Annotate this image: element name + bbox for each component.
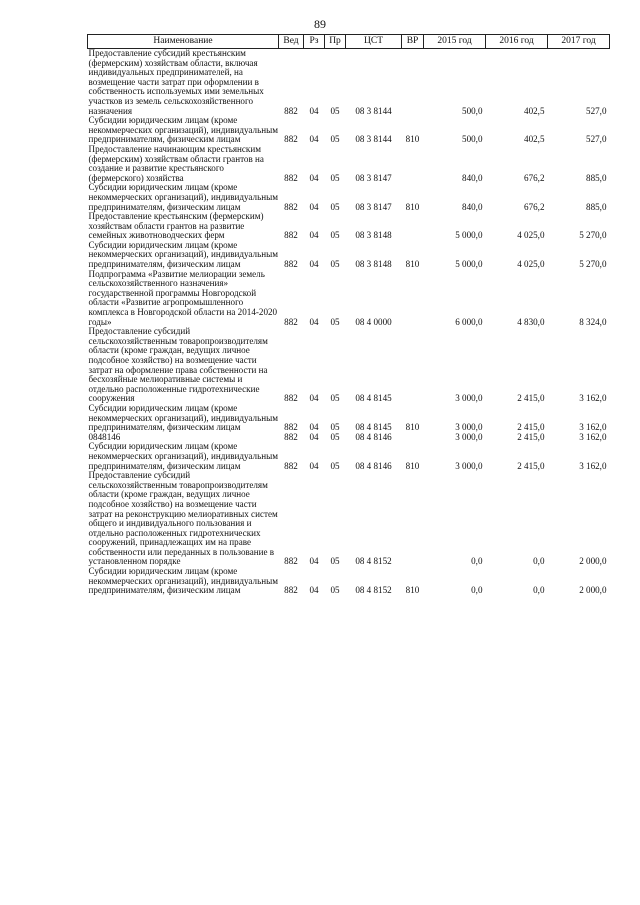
cell-2015: 3 000,0 [455, 422, 483, 433]
cell-ved: 882 [284, 393, 298, 404]
cell-cst: 08 4 8146 [355, 460, 392, 471]
cell-cst: 08 4 0000 [355, 316, 392, 327]
cell-cst: 08 3 8144 [355, 134, 392, 145]
cell-2015: 5 000,0 [455, 259, 483, 270]
cell-pr: 05 [330, 556, 340, 567]
cell-2015: 3 000,0 [455, 393, 483, 404]
cell-ved: 882 [284, 431, 298, 442]
cell-pr: 05 [330, 259, 340, 270]
cell-cst: 08 4 8152 [355, 556, 392, 567]
cell-cst: 08 4 8152 [355, 585, 392, 596]
cell-name: Предоставление крестьянским (фермерским) хозяйствам области грантов на развитие семейных животноводческих ферм [88, 211, 264, 241]
cell-rz: 04 [309, 556, 319, 567]
cell-2017: 3 162,0 [579, 460, 607, 471]
cell-2016: 2 415,0 [517, 393, 545, 404]
cell-vr: 810 [405, 201, 420, 212]
cell-name: Субсидии юридическим лицам (кроме некоммерческих организаций), индивидуальным предпринимателям, физическим лицам [88, 182, 278, 212]
table-row [88, 145, 610, 183]
cell-pr: 05 [330, 316, 340, 327]
cell-vr: 810 [405, 259, 420, 270]
cell-2015: 3 000,0 [455, 460, 483, 471]
cell-cst: 08 4 8146 [355, 431, 392, 442]
cell-cst: 08 4 8145 [355, 393, 392, 404]
cell-pr: 05 [330, 460, 340, 471]
cell-pr: 05 [330, 172, 340, 183]
cell-rz: 04 [309, 585, 319, 596]
cell-2016: 2 415,0 [517, 460, 545, 471]
cell-name: Предоставление начинающим крестьянским (фермерским) хозяйствам области грантов на создание и развитие крестьянского (фермерского) хозяйства [88, 143, 264, 183]
page-number: 89 [314, 17, 326, 31]
table-row [88, 567, 610, 596]
table-row [88, 241, 610, 270]
cell-2017: 3 162,0 [579, 431, 607, 442]
cell-vr: 810 [405, 585, 420, 596]
cell-ved: 882 [284, 585, 298, 596]
header-2015: 2015 год [424, 35, 486, 49]
cell-pr: 05 [330, 422, 340, 433]
cell-rz: 04 [309, 259, 319, 270]
cell-name: Субсидии юридическим лицам (кроме некоммерческих организаций), индивидуальным предпринимателям, физическим лицам [88, 441, 278, 471]
cell-name: Предоставление субсидий сельскохозяйственным товаропроизводителям области (кроме граждан, ведущих личное подсобное хозяйство) на возмещение части затрат на оформление права собственности на бесхозяйные мелиоративные системы и отдельно расположенные гидротехнические сооружения [88, 326, 268, 404]
cell-rz: 04 [309, 230, 319, 241]
cell-cst: 08 3 8144 [355, 105, 392, 116]
cell-name: Подпрограмма «Развитие мелиорации земель сельскохозяйственного назначения» государственной программы Новгородской области «Развитие агропромышленного комплекса в Новгородской области на 2014-2020 годы» [88, 268, 278, 327]
cell-ved: 882 [284, 259, 298, 270]
cell-vr [402, 327, 424, 404]
cell-rz: 04 [309, 431, 319, 442]
cell-2016: 402,5 [524, 134, 545, 145]
cell-rz: 04 [309, 134, 319, 145]
cell-pr: 05 [330, 431, 340, 442]
header-cst: ЦСТ [346, 35, 402, 49]
header-pr: Пр [325, 35, 346, 49]
cell-2017: 2 000,0 [579, 556, 607, 567]
cell-cst: 08 3 8148 [355, 259, 392, 270]
cell-rz: 04 [309, 422, 319, 433]
cell-rz: 04 [309, 105, 319, 116]
cell-vr [402, 471, 424, 567]
cell-pr: 05 [330, 134, 340, 145]
cell-ved: 882 [284, 134, 298, 145]
cell-2016: 4 025,0 [517, 230, 545, 241]
cell-2017: 3 162,0 [579, 422, 607, 433]
table-row [88, 49, 610, 117]
header-vr: ВР [402, 35, 424, 49]
cell-rz: 04 [309, 460, 319, 471]
table-row [88, 270, 610, 328]
table-row [88, 212, 610, 241]
cell-2017: 8 324,0 [579, 316, 607, 327]
cell-2016: 0,0 [533, 585, 545, 596]
cell-2017: 527,0 [586, 134, 607, 145]
cell-2016: 676,2 [524, 172, 545, 183]
cell-rz: 04 [309, 201, 319, 212]
table-header-row [88, 35, 610, 49]
cell-2015: 6 000,0 [455, 316, 483, 327]
cell-cst: 08 3 8147 [355, 201, 392, 212]
cell-name: Субсидии юридическим лицам (кроме некоммерческих организаций), индивидуальным предпринимателям, физическим лицам [88, 239, 278, 270]
header-ved: Вед [279, 35, 304, 49]
cell-name: Предоставление субсидий крестьянским (фермерским) хозяйствам области, включая индивидуальных предпринимателей, на возмещение части затрат при оформлении в собственность используемых ими земельных участков из земель сельскохозяйственного назначения [88, 48, 264, 116]
cell-pr: 05 [330, 230, 340, 241]
cell-2016: 676,2 [524, 201, 545, 212]
table-row [88, 442, 610, 471]
cell-2017: 2 000,0 [579, 585, 607, 596]
cell-name: Субсидии юридическим лицам (кроме некоммерческих организаций), индивидуальным предпринимателям, физическим лицам [88, 115, 278, 145]
cell-2017: 885,0 [586, 201, 607, 212]
table-row [88, 471, 610, 567]
cell-2015: 500,0 [462, 134, 483, 145]
cell-vr [402, 145, 424, 183]
cell-vr [402, 433, 424, 443]
cell-vr [402, 49, 424, 117]
cell-name: Предоставление субсидий сельскохозяйственным товаропроизводителям области (кроме граждан, ведущих личное подсобное хозяйство) на возмещение части затрат на реконструкцию мелиоративных систем общего и индивидуального пользования и отдельно расположенных гидротехнических сооружений, принадлежащих им на праве собственности или переданных в пользование в установленном порядке [88, 470, 278, 567]
cell-2016: 0,0 [533, 556, 545, 567]
cell-pr: 05 [330, 201, 340, 212]
cell-2015: 0,0 [471, 585, 483, 596]
header-name: Наименование [88, 35, 279, 49]
cell-ved: 882 [284, 460, 298, 471]
cell-2017: 5 270,0 [579, 259, 607, 270]
cell-ved: 882 [284, 422, 298, 433]
table-row [88, 327, 610, 404]
cell-2015: 500,0 [462, 105, 483, 116]
cell-rz: 04 [309, 393, 319, 404]
cell-2017: 3 162,0 [579, 393, 607, 404]
table-row [88, 404, 610, 433]
cell-2016: 4 830,0 [517, 316, 545, 327]
cell-pr: 05 [330, 393, 340, 404]
cell-ved: 882 [284, 172, 298, 183]
budget-table [87, 34, 610, 596]
cell-vr: 810 [405, 134, 420, 145]
cell-name: 0848146 [88, 431, 121, 442]
cell-vr [402, 212, 424, 241]
cell-cst: 08 4 8145 [355, 422, 392, 433]
cell-cst: 08 3 8147 [355, 172, 392, 183]
table-body [88, 49, 610, 596]
cell-name: Субсидии юридическим лицам (кроме некоммерческих организаций), индивидуальным предпринимателям, физическим лицам [88, 402, 278, 433]
cell-vr: 810 [405, 422, 420, 433]
cell-ved: 882 [284, 105, 298, 116]
cell-pr: 05 [330, 105, 340, 116]
cell-2015: 840,0 [462, 172, 483, 183]
cell-ved: 882 [284, 201, 298, 212]
cell-2015: 3 000,0 [455, 431, 483, 442]
header-2017: 2017 год [548, 35, 610, 49]
cell-pr: 05 [330, 585, 340, 596]
cell-2016: 402,5 [524, 105, 545, 116]
cell-2017: 885,0 [586, 172, 607, 183]
header-rz: Рз [304, 35, 325, 49]
cell-ved: 882 [284, 230, 298, 241]
cell-2017: 527,0 [586, 105, 607, 116]
cell-vr: 810 [405, 460, 420, 471]
cell-cst: 08 3 8148 [355, 230, 392, 241]
cell-rz: 04 [309, 316, 319, 327]
cell-2016: 2 415,0 [517, 431, 545, 442]
header-2016: 2016 год [486, 35, 548, 49]
cell-rz: 04 [309, 172, 319, 183]
cell-2017: 5 270,0 [579, 230, 607, 241]
cell-2015: 0,0 [471, 556, 483, 567]
cell-ved: 882 [284, 556, 298, 567]
cell-vr [402, 270, 424, 328]
table-row [88, 183, 610, 212]
cell-2016: 2 415,0 [517, 422, 545, 433]
cell-2015: 5 000,0 [455, 230, 483, 241]
table-row [88, 116, 610, 145]
cell-2015: 840,0 [462, 201, 483, 212]
cell-2016: 4 025,0 [517, 259, 545, 270]
cell-ved: 882 [284, 316, 298, 327]
cell-name: Субсидии юридическим лицам (кроме некоммерческих организаций), индивидуальным предпринимателям, физическим лицам [88, 566, 278, 596]
